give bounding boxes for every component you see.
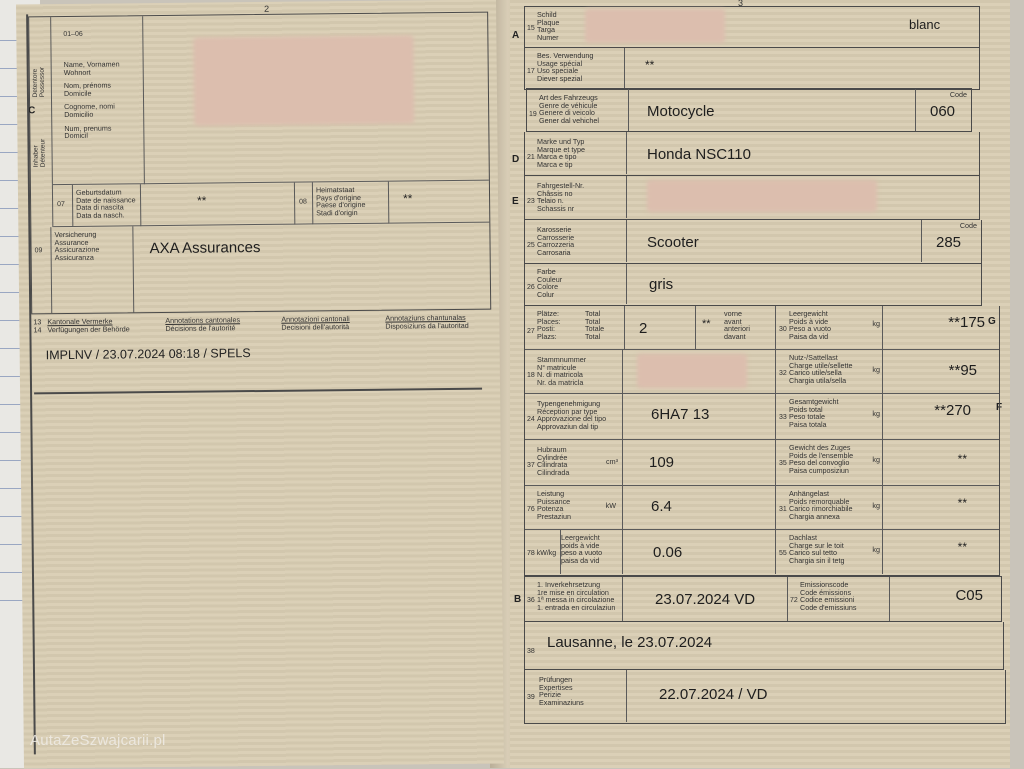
label-line: Carrosserie — [537, 232, 575, 242]
row-labels — [539, 670, 627, 722]
label-line: Leergewicht — [789, 309, 828, 318]
label-line: Genre de véhicule — [539, 100, 598, 110]
payload-value: **95 — [948, 362, 977, 379]
label-line: Couleur — [537, 274, 563, 284]
first-registration-value: 23.07.2024 VD — [655, 591, 756, 608]
row-labels — [789, 394, 883, 440]
unit-label: kg — [872, 319, 880, 328]
field-08-number: 08 — [299, 198, 307, 206]
label-line: Pays d'origine — [316, 192, 362, 202]
label-line: Numer — [537, 32, 559, 42]
label-line: Domicile — [63, 88, 92, 98]
row-labels — [789, 350, 883, 394]
make-model-value: Honda NSC110 — [647, 146, 751, 163]
unit-label: kg — [872, 455, 880, 464]
label-line: Colore — [537, 282, 559, 292]
redacted-registry-number — [637, 354, 747, 388]
row-labels — [537, 350, 623, 394]
row-72 — [787, 577, 1001, 621]
total-labels — [585, 306, 625, 350]
label-line: 14 — [33, 324, 42, 334]
label-line: Cylindrée — [537, 452, 568, 462]
redacted-name-block — [193, 35, 414, 125]
section-letter-d: D — [512, 154, 520, 165]
label-line: Carico sul tetto — [789, 548, 837, 558]
label-line: Marca e tipo — [537, 152, 577, 162]
row-30 — [775, 306, 999, 350]
page-number-left: 2 — [264, 3, 270, 14]
label-line: Totale — [585, 324, 605, 334]
annotation-heading-fr — [165, 316, 275, 332]
row-number: 21 — [527, 154, 535, 161]
section-letter-g: G — [988, 316, 996, 327]
label-line: Carico utile/sella — [789, 368, 842, 378]
row-31 — [775, 486, 999, 530]
field-01-label-cell — [51, 16, 145, 185]
label-line: Posti: — [537, 324, 555, 334]
label-line: Charge utile/sellette — [789, 360, 853, 370]
field-01-labels — [64, 60, 143, 140]
label-line: Chargia utila/sella — [789, 375, 847, 385]
row-number: 35 — [779, 460, 787, 467]
annotation-text: IMPLNV / 23.07.2024 08:18 / SPELS — [45, 346, 251, 363]
row-39 — [524, 670, 1006, 724]
field-09-label-cell — [51, 226, 134, 313]
label-line: Annotations cantonales — [165, 315, 241, 325]
row-19 — [526, 88, 972, 132]
seats-front-labels — [724, 310, 750, 340]
empty-weight-value: **175 — [948, 314, 985, 331]
row-number: 37 — [527, 462, 535, 469]
field-09-number: 09 — [34, 247, 43, 255]
label-line: Domicilio — [64, 109, 94, 120]
label-line: Poids remorquable — [789, 496, 850, 506]
label-line: Peso del convoglio — [789, 458, 850, 468]
special-use-value: ** — [645, 58, 655, 72]
label-line: Carico rimorchiabile — [789, 504, 853, 514]
watermark-text: AutaZeSzwajcarii.pl — [30, 732, 166, 749]
row-number: 30 — [779, 326, 787, 333]
unit-label: kW — [605, 501, 616, 510]
row-number: 26 — [527, 284, 535, 291]
row-labels — [537, 577, 623, 621]
label-line: Typengenehmigung — [537, 399, 601, 408]
label-line: Plätze: — [537, 309, 559, 318]
row-15 — [524, 6, 980, 48]
field-01-value-cell — [143, 13, 489, 185]
label-line: Marca e tip — [537, 159, 573, 169]
row-number: 78 kW/kg — [525, 530, 561, 574]
label-line: Domicil — [64, 130, 88, 141]
field-09-number-cell — [31, 227, 52, 313]
label-line: Réception par type — [537, 406, 598, 416]
unit-label: kg — [872, 501, 880, 510]
label-line: Cilindrata — [537, 460, 568, 470]
row-labels — [537, 220, 627, 262]
row-number: 76 — [527, 506, 535, 513]
label-line: Carrosaria — [537, 247, 571, 257]
label-line: 1. Inverkehrsetzung — [537, 580, 601, 589]
unit-label: kg — [872, 545, 880, 554]
row-labels — [537, 132, 627, 174]
row-26 — [524, 264, 982, 306]
row-number: 36 — [527, 597, 535, 604]
label-line: Heimatstaat — [315, 185, 355, 195]
annotation-heading-it — [281, 315, 381, 331]
roof-load-value: ** — [957, 540, 967, 554]
label-line: Stadi d'origin — [316, 207, 358, 218]
label-line: Nom, prénoms — [63, 80, 112, 91]
section-letter-f: F — [996, 402, 1003, 413]
label-line: Paese d'origine — [316, 200, 366, 210]
label-line: Prestaziun — [537, 511, 571, 521]
emission-code-value: C05 — [955, 587, 983, 604]
total-weight-value: **270 — [934, 402, 971, 419]
label-line: Assicurazione — [54, 244, 100, 255]
field-09-value-cell — [133, 223, 490, 313]
label-line: Gewicht des Zuges — [789, 443, 851, 452]
label-line: Gener dal vehichel — [539, 115, 599, 125]
body-type-code: 285 — [936, 234, 962, 251]
row-number: 38 — [527, 648, 535, 655]
row-36-72 — [524, 576, 1002, 622]
page-number-right: 3 — [738, 0, 744, 8]
row-labels — [800, 577, 890, 621]
label-line: Peso totale — [789, 412, 825, 422]
label-line: Chargia annexa — [789, 511, 840, 521]
row-25 — [524, 220, 982, 264]
vertical-label-2: Détenteur — [39, 138, 47, 168]
label-line: Assicuranza — [54, 252, 94, 262]
label-line: avant — [724, 316, 742, 326]
label-line: Decisioni dell'autorità — [281, 321, 350, 332]
row-number: 18 — [527, 372, 535, 379]
row-labels — [537, 310, 561, 340]
label-line: Data da nasch. — [76, 210, 125, 220]
label-line: Bes. Verwendung — [537, 51, 594, 60]
label-line: Marque et type — [537, 144, 585, 154]
label-line: Codice emissioni — [800, 595, 855, 605]
section-letter-a: A — [512, 30, 520, 41]
vehicle-type-code-cell — [915, 89, 971, 131]
row-labels — [539, 89, 629, 131]
row-number: 19 — [529, 111, 537, 118]
label-line: Data di nascita — [76, 202, 124, 213]
row-number: 33 — [779, 414, 787, 421]
label-line: 1ª messa in circolazione — [537, 595, 615, 605]
label-line: 1re mise en circulation — [537, 587, 609, 597]
label-line: Cilindrada — [537, 467, 570, 477]
label-line: Total — [585, 309, 601, 318]
label-line: Uso speciale — [537, 66, 579, 76]
row-number: 72 — [790, 597, 798, 604]
label-line: Diever spezial — [537, 73, 583, 83]
label-line: Plazs: — [537, 331, 557, 341]
row-number: 23 — [527, 198, 535, 205]
label-line: paisa da vid — [561, 555, 600, 565]
right-page — [510, 0, 1010, 768]
label-line: Date de naissance — [76, 194, 136, 205]
label-line: Geburtsdatum — [75, 187, 122, 197]
vertical-label-4: Possessor — [38, 66, 46, 98]
row-labels — [537, 486, 623, 530]
row-labels — [561, 530, 623, 574]
label-line: Kantonale Vermerke — [47, 316, 113, 327]
label-line: Potenza — [537, 504, 564, 514]
field-07-value: ** — [197, 193, 207, 208]
field-08-label-cell — [313, 182, 389, 225]
row-21 — [524, 132, 980, 176]
code-label: Code — [949, 90, 967, 99]
label-line: Expertises — [539, 682, 573, 692]
row-number: 39 — [527, 694, 535, 701]
label-line: Hubraum — [537, 445, 567, 454]
label-line: Examinaziuns — [539, 697, 584, 707]
vertical-label-1: Inhaber — [32, 145, 40, 168]
row-number: 27 — [527, 328, 535, 335]
label-line: Name, Vornamen — [63, 59, 120, 70]
left-page — [16, 0, 504, 768]
label-line: Gesamtgewicht — [789, 397, 839, 406]
label-line: Nutz-/Sattellast — [789, 353, 838, 362]
label-line: Genere di veicolo — [539, 108, 595, 118]
label-line: Paisa totala — [789, 419, 827, 429]
row-38 — [524, 622, 1004, 670]
displacement-value: 109 — [649, 454, 675, 471]
technical-grid — [524, 306, 1003, 576]
label-line: Total — [585, 316, 601, 326]
label-line: Plaque — [537, 17, 560, 27]
row-labels — [537, 48, 625, 88]
label-line: Paisa da vid — [789, 331, 829, 341]
label-line: Dachlast — [789, 533, 817, 542]
label-line: Disposiziuns da l'autoritad — [385, 320, 469, 331]
code-label: Code — [959, 221, 977, 230]
label-line: Approvaziun dal tip — [537, 421, 599, 431]
unit-label: cm³ — [606, 457, 618, 466]
row-number: 55 — [779, 550, 787, 557]
label-line: Code émissions — [800, 587, 852, 597]
inspection-value: 22.07.2024 / VD — [659, 686, 768, 703]
type-approval-value: 6HA7 13 — [651, 406, 710, 423]
seats-total-value: 2 — [639, 320, 648, 337]
field-07-number-cell — [53, 185, 73, 227]
label-line: Poids de l'ensemble — [789, 450, 854, 460]
label-line: poids à vide — [561, 540, 600, 550]
label-line: Verfügungen der Behörde — [47, 323, 130, 334]
section-letter-b: B — [514, 594, 522, 605]
row-labels — [537, 440, 623, 486]
row-labels — [789, 530, 883, 574]
label-line: N° matricule — [537, 362, 577, 372]
label-line: Num, prenums — [64, 123, 112, 133]
label-line: Schassis nr — [537, 203, 575, 213]
insurance-value: AXA Assurances — [149, 238, 261, 258]
holder-table — [28, 12, 491, 315]
label-line: 13 — [33, 317, 42, 327]
seats-front-value: ** — [702, 318, 711, 330]
label-line: Karosserie — [537, 225, 572, 234]
section-letter-e: E — [512, 196, 519, 207]
label-line: Leistung — [537, 489, 565, 498]
field-07-label-cell — [73, 184, 141, 227]
row-17 — [524, 48, 980, 90]
label-line: Targa — [537, 25, 555, 35]
row-78 — [525, 530, 775, 574]
row-number: 24 — [527, 416, 535, 423]
label-line: Cognome, nomi — [64, 101, 115, 112]
row-number: 15 — [527, 25, 535, 32]
row-33 — [775, 394, 999, 440]
label-line: Stammnummer — [537, 355, 587, 364]
plate-color-value: blanc — [909, 17, 941, 32]
row-32 — [775, 350, 999, 394]
body-type-value: Scooter — [647, 234, 699, 251]
label-line: Code d'emissiuns — [800, 602, 857, 612]
label-line: Charge sur le toit — [789, 540, 844, 550]
row-labels — [537, 176, 627, 218]
field-01-number: 01–06 — [63, 30, 83, 39]
row-labels — [789, 440, 883, 486]
label-line: Décisions de l'autorité — [165, 322, 236, 333]
body-type-code-cell — [921, 220, 981, 262]
field-07-number: 07 — [57, 201, 65, 209]
label-line: Annotaziuns chantunalas — [385, 312, 466, 323]
annotation-heading-rm — [385, 314, 493, 330]
label-line: Prüfungen — [539, 675, 573, 684]
field-08-value: ** — [402, 191, 413, 206]
label-line: davant — [724, 331, 746, 341]
label-line: 1. entrada en circulaziun — [537, 602, 616, 612]
label-line: Peso a vuoto — [789, 324, 831, 334]
label-line: Emissionscode — [800, 580, 849, 589]
label-line: Nr. da matricla — [537, 377, 584, 387]
row-labels — [537, 264, 627, 304]
redacted-chassis-number — [647, 180, 877, 212]
row-24 — [525, 394, 775, 440]
label-line: Chargia sin il tetg — [789, 555, 845, 565]
label-line: Fahrgestell-Nr. — [537, 181, 585, 190]
redacted-plate-number — [585, 9, 725, 43]
label-line: Annotazioni cantonali — [281, 314, 350, 324]
annotation-divider — [34, 388, 482, 394]
unit-label: kg — [872, 365, 880, 374]
label-line: Carrozzeria — [537, 240, 575, 250]
field-08-number-cell — [295, 182, 313, 224]
row-number: 31 — [779, 506, 787, 513]
field-08-value-cell — [389, 181, 489, 224]
label-line: Art des Fahrzeugs — [539, 93, 598, 102]
label-line: Assurance — [54, 237, 89, 247]
row-number: 25 — [527, 242, 535, 249]
row-labels — [537, 11, 559, 41]
label-line: Paisa cumposiziun — [789, 465, 849, 475]
vehicle-type-code: 060 — [930, 103, 956, 120]
label-line: Marke und Typ — [537, 137, 585, 146]
vertical-label-3: Detentore — [31, 68, 39, 98]
label-line: Perizie — [539, 690, 561, 700]
row-35 — [775, 440, 999, 486]
holder-vertical-label-cell — [29, 17, 53, 227]
vehicle-type-value: Motocycle — [647, 103, 715, 120]
label-line: Anhängelast — [789, 489, 829, 498]
row-number: 32 — [779, 370, 787, 377]
label-line: Poids à vide — [789, 316, 829, 326]
label-line: peso a vuoto — [561, 548, 603, 558]
label-line: Versicherung — [54, 229, 97, 240]
towing-weight-value: ** — [957, 496, 967, 510]
annotation-heading-de — [47, 317, 157, 333]
label-line: Châssis no — [537, 188, 573, 198]
label-line: Poids total — [789, 404, 823, 414]
field-07-value-cell — [141, 183, 295, 227]
section-letter-c: C — [28, 105, 36, 117]
power-weight-ratio-value: 0.06 — [653, 544, 683, 561]
row-18 — [525, 350, 775, 394]
row-labels — [537, 394, 623, 440]
label-line: Farbe — [537, 267, 556, 276]
row-76 — [525, 486, 775, 530]
label-line: N. di matricola — [537, 370, 583, 380]
label-line: Usage spécial — [537, 58, 583, 68]
label-line: Wohnort — [63, 67, 91, 77]
label-line: Leergewicht — [561, 533, 600, 542]
label-line: vorne — [724, 309, 742, 318]
label-line: Schild — [537, 10, 557, 19]
combination-weight-value: ** — [957, 452, 967, 466]
row-37 — [525, 440, 775, 486]
label-line: Approvazione del tipo — [537, 414, 607, 424]
label-line: Colur — [537, 289, 555, 299]
seats-front-cell — [695, 306, 775, 350]
row-number: 17 — [527, 68, 535, 75]
row-23 — [524, 176, 980, 220]
label-line: Telaio n. — [537, 196, 564, 206]
row-labels — [789, 306, 883, 350]
issue-place-date-value: Lausanne, le 23.07.2024 — [547, 634, 713, 651]
row-27 — [525, 306, 775, 350]
color-value: gris — [649, 276, 674, 293]
power-value: 6.4 — [651, 498, 672, 515]
row-55 — [775, 530, 999, 574]
label-line: Puissance — [537, 496, 571, 506]
label-line: anteriori — [724, 324, 750, 334]
label-line: Places: — [537, 316, 561, 326]
label-line: Total — [585, 331, 601, 341]
row-labels — [789, 486, 883, 530]
unit-label: kg — [872, 409, 880, 418]
